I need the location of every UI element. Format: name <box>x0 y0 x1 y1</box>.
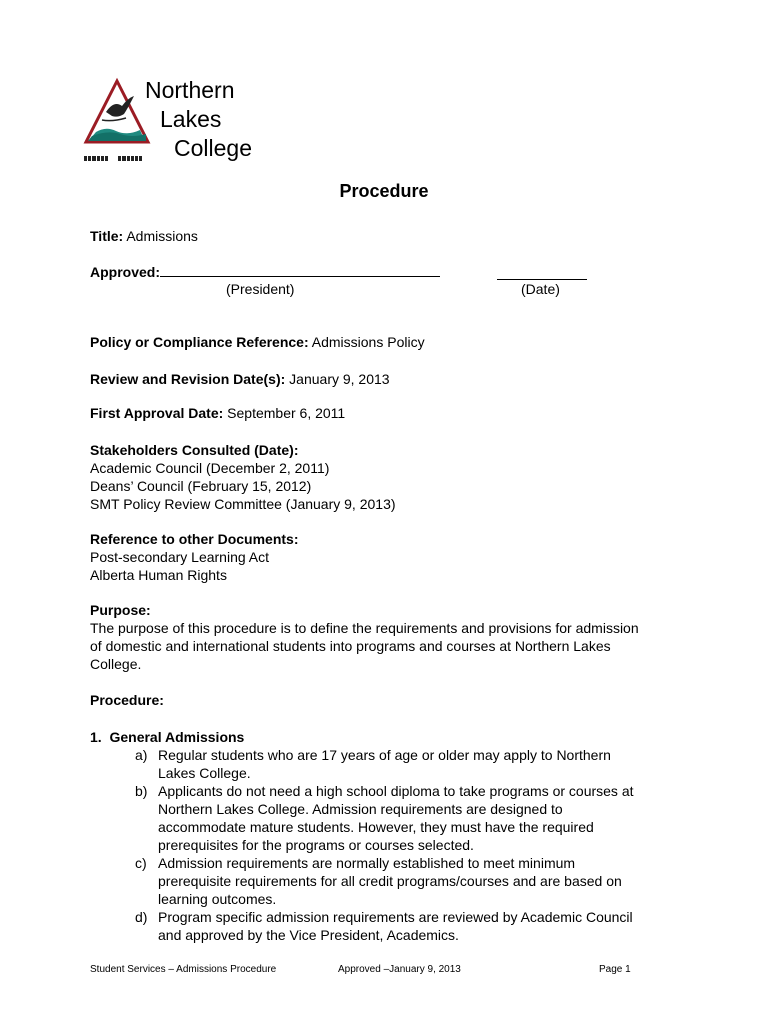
list-item-line: Northern Lakes College. Admission requirements are designed to <box>158 801 563 817</box>
stakeholders-label: Stakeholders Consulted (Date): <box>90 442 299 458</box>
purpose-label: Purpose: <box>90 602 151 618</box>
procedure-label: Procedure: <box>90 692 164 708</box>
approved-row <box>90 262 440 281</box>
list-item-line: and approved by the Vice President, Academics. <box>158 927 459 943</box>
list-marker: c) <box>135 855 147 871</box>
president-signature-line <box>160 262 440 277</box>
list-item-line: prerequisite requirements for all credit programs/courses and are based on <box>158 873 622 889</box>
list-item-line: prerequisites for the programs or courses selected. <box>158 837 474 853</box>
list-marker: d) <box>135 909 148 925</box>
list-item-line: Lakes College. <box>158 765 251 781</box>
logo-word-college: College <box>174 135 252 161</box>
reference-item: Alberta Human Rights <box>90 567 227 583</box>
first-approval-value: September 6, 2011 <box>227 405 346 421</box>
purpose-line: of domestic and international students into programs and courses at Northern Lakes <box>90 638 611 654</box>
approved-label: Approved: <box>90 264 160 280</box>
purpose-line: College. <box>90 656 142 672</box>
title-label: Title: <box>90 228 124 244</box>
logo-word-lakes: Lakes <box>160 106 222 132</box>
college-logo <box>82 76 258 168</box>
list-marker: b) <box>135 783 148 799</box>
stakeholder-item: Deans’ Council (February 15, 2012) <box>90 478 312 494</box>
review-date-value: January 9, 2013 <box>289 371 390 387</box>
policy-reference-label: Policy or Compliance Reference: <box>90 334 309 350</box>
president-caption: (President) <box>226 281 295 297</box>
list-item-line: learning outcomes. <box>158 891 277 907</box>
stakeholders-section <box>90 441 680 513</box>
section-title: General Admissions <box>109 729 245 745</box>
list-item-line: Applicants do not need a high school diploma to take programs or courses at <box>158 783 634 799</box>
purpose-section <box>90 601 680 673</box>
section-general-admissions <box>90 728 680 944</box>
list-item <box>90 908 680 944</box>
footer-page-number: Page 1 <box>599 964 631 975</box>
policy-reference-value: Admissions Policy <box>311 334 425 350</box>
list-marker: a) <box>135 747 148 763</box>
list-item-line: accommodate mature students. However, they must have the required <box>158 819 594 835</box>
document-heading: Procedure <box>339 181 429 201</box>
logo-wordmark <box>145 76 252 163</box>
list-item-line: Program specific admission requirements are reviewed by Academic Council <box>158 909 633 925</box>
syllabics-line <box>84 156 142 161</box>
list-item-line: Regular students who are 17 years of age or older may apply to Northern <box>158 747 611 763</box>
references-section <box>90 530 680 584</box>
list-item <box>90 782 680 854</box>
logo-emblem <box>82 76 152 168</box>
stakeholder-item: Academic Council (December 2, 2011) <box>90 460 330 476</box>
date-signature-line <box>497 265 587 280</box>
first-approval-label: First Approval Date: <box>90 405 224 421</box>
stakeholder-item: SMT Policy Review Committee (January 9, 2013) <box>90 496 396 512</box>
footer-document-name: Student Services – Admissions Procedure <box>90 964 277 975</box>
list-item-line: Admission requirements are normally established to meet minimum <box>158 855 576 871</box>
first-approval-row <box>90 404 680 422</box>
review-date-label: Review and Revision Date(s): <box>90 371 286 387</box>
policy-reference-row <box>90 333 680 351</box>
references-label: Reference to other Documents: <box>90 531 299 547</box>
section-number: 1. <box>90 729 102 745</box>
logo-word-northern: Northern <box>145 77 235 103</box>
list-item <box>90 746 680 782</box>
footer-approval: Approved –January 9, 2013 <box>338 964 461 975</box>
date-caption: (Date) <box>521 281 560 297</box>
reference-item: Post-secondary Learning Act <box>90 549 269 565</box>
title-value: Admissions <box>126 228 198 244</box>
review-date-row <box>90 370 680 388</box>
purpose-line: The purpose of this procedure is to define the requirements and provisions for admission <box>90 620 639 636</box>
section-heading <box>90 728 680 746</box>
title-row <box>90 227 680 245</box>
list-item <box>90 854 680 908</box>
